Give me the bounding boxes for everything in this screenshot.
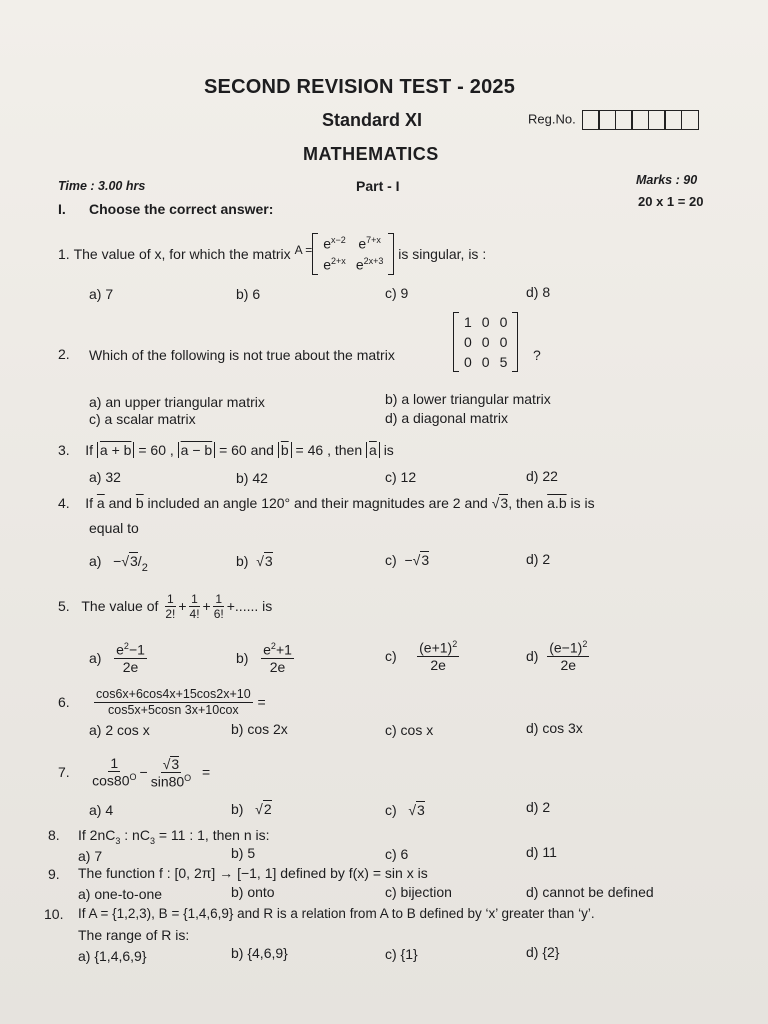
- option-c: c) bijection: [385, 884, 452, 900]
- option-d: d) 2: [526, 799, 551, 815]
- option-b: b) 42: [236, 470, 268, 486]
- option-a: a) $-√3/_2$: [89, 553, 148, 574]
- option-c: c) cos x: [385, 722, 434, 738]
- option-d: d) {2}: [526, 944, 560, 960]
- option-d: d) 22: [526, 468, 558, 484]
- option-a: a) 32: [89, 469, 121, 485]
- matrix-name: A =: [294, 243, 313, 257]
- option-a: a) an upper triangular matrix: [89, 394, 265, 410]
- option-c: c) √3: [385, 802, 425, 818]
- regno-label: Reg.No.: [528, 111, 576, 127]
- option-c: c) 9: [385, 285, 409, 301]
- option-d: d) cos 3x: [526, 720, 583, 736]
- question-10-number: 10.: [44, 906, 64, 922]
- question-text-tail: is singular, is :: [398, 246, 487, 262]
- option-a: a) $\frac{e^2-1}{2e}$: [89, 641, 145, 675]
- vector-diff: a − b: [178, 442, 216, 458]
- standard-label: Standard XI: [322, 110, 423, 130]
- option-a: a) 4: [89, 802, 114, 818]
- option-b: b) 6: [236, 286, 261, 302]
- question-6: 6. $\frac{\cos 6x+6\cos 4x+15\cos 2x+10}{\text{cos5x+5cosn 3x+10cox}}$ =: [58, 687, 266, 717]
- time-label: Time : 3.00 hrs: [58, 179, 146, 193]
- option-a: a) {1,4,6,9}: [78, 948, 147, 964]
- option-d: d) 8: [526, 284, 551, 300]
- vector-sum: a + b: [97, 442, 135, 458]
- matrix-a: $e^{x-2}$ $e^{7+x}$ $e^{2+x}$ $e^{2x+3}$: [312, 233, 394, 274]
- option-c: c) 12: [385, 469, 417, 485]
- option-b: b) a lower triangular matrix: [385, 391, 551, 407]
- regno-boxes: [583, 110, 699, 130]
- vector-b: $\overline{b}$: [278, 442, 292, 458]
- question-4-line2: equal to: [89, 520, 139, 536]
- question-text: The value of x, for which the matrix: [73, 246, 291, 262]
- option-a: a) 2 cos x: [89, 722, 150, 738]
- question-10-line2: The range of R is:: [78, 927, 190, 943]
- matrix-diag: 1 0 0 0 0 0 0 0 5: [453, 312, 518, 372]
- section-title: Choose the correct answer:: [89, 201, 274, 217]
- exam-title: SECOND REVISION TEST - 2025: [204, 76, 516, 98]
- question-5: 5. The value of $\frac{1}{2!}$ + $\frac{1}{4!}$ + $\frac{1}{6!}$ +...... is: [58, 591, 273, 621]
- option-b: b) √3: [236, 553, 273, 569]
- regno-field: [528, 110, 699, 130]
- marks-breakdown: 20 x 1 = 20: [638, 194, 704, 209]
- question-7: 7. $\frac{1}{\cos 80^O}$ − $\frac{√3}{\sin 80^O}$ =: [58, 755, 211, 790]
- question-4: 4. If $\overline{a}$ and $\overline{b}$ included an angle 120° and their magnitudes are 2 and √3, then a.b is is: [58, 495, 595, 511]
- question-1: [58, 226, 486, 282]
- option-a: a) one-to-one: [78, 886, 163, 902]
- option-d: d) a diagonal matrix: [385, 410, 508, 426]
- subject-title: MATHEMATICS: [303, 144, 439, 164]
- option-c: c) 6: [385, 846, 409, 862]
- option-b: b) cos 2x: [231, 721, 288, 737]
- marks-label: Marks : 90: [636, 173, 698, 187]
- option-b: b) {4,6,9}: [231, 945, 288, 961]
- option-b: b) $\frac{e^2+1}{2e}$: [236, 641, 292, 675]
- option-d: d) cannot be defined: [526, 884, 654, 900]
- question-10-text: If A = {1,2,3), B = {1,4,6,9} and R is a relation from A to B defined by ‘x’ greater than ‘y’.: [78, 906, 595, 921]
- question-2-text: Which of the following is not true about the matrix: [89, 347, 395, 363]
- question-3: 3. If a + b = 60 , a − b = 60 and $\overline{b} = 46$ , then $\overline{a}$ is: [58, 442, 394, 458]
- option-c: c) −√3: [385, 552, 430, 568]
- option-c: c) $\frac{(e+1)^2}{2e}$: [385, 639, 458, 673]
- question-2-number: 2.: [58, 346, 70, 362]
- question-8-number: 8.: [48, 827, 60, 843]
- vector-a: $\overline{a}$: [366, 442, 380, 458]
- option-c: c) {1}: [385, 946, 418, 962]
- option-d: d) 2: [526, 551, 551, 567]
- question-9-text: The function f : [0, 2π] → [−1, 1] defined by f(x) = sin x is: [78, 865, 428, 881]
- option-a: a) 7: [78, 848, 103, 864]
- option-b: b) 5: [231, 845, 256, 861]
- question-9-number: 9.: [48, 866, 60, 882]
- question-8-text: If $2nC_3$ : $nC_3 = 11$ : 1, then n is:: [78, 827, 270, 846]
- question-number: 1.: [58, 246, 70, 262]
- question-2-tail: ?: [533, 347, 541, 363]
- option-a: a) 7: [89, 286, 114, 302]
- option-b: b) onto: [231, 884, 275, 900]
- option-c: c) a scalar matrix: [89, 411, 196, 427]
- option-d: d) $\frac{(e-1)^2}{2e}$: [526, 639, 588, 673]
- part-label: Part - I: [356, 178, 400, 194]
- option-b: b) √2: [231, 801, 272, 817]
- option-d: d) 11: [526, 844, 557, 860]
- section-number: I.: [58, 201, 66, 217]
